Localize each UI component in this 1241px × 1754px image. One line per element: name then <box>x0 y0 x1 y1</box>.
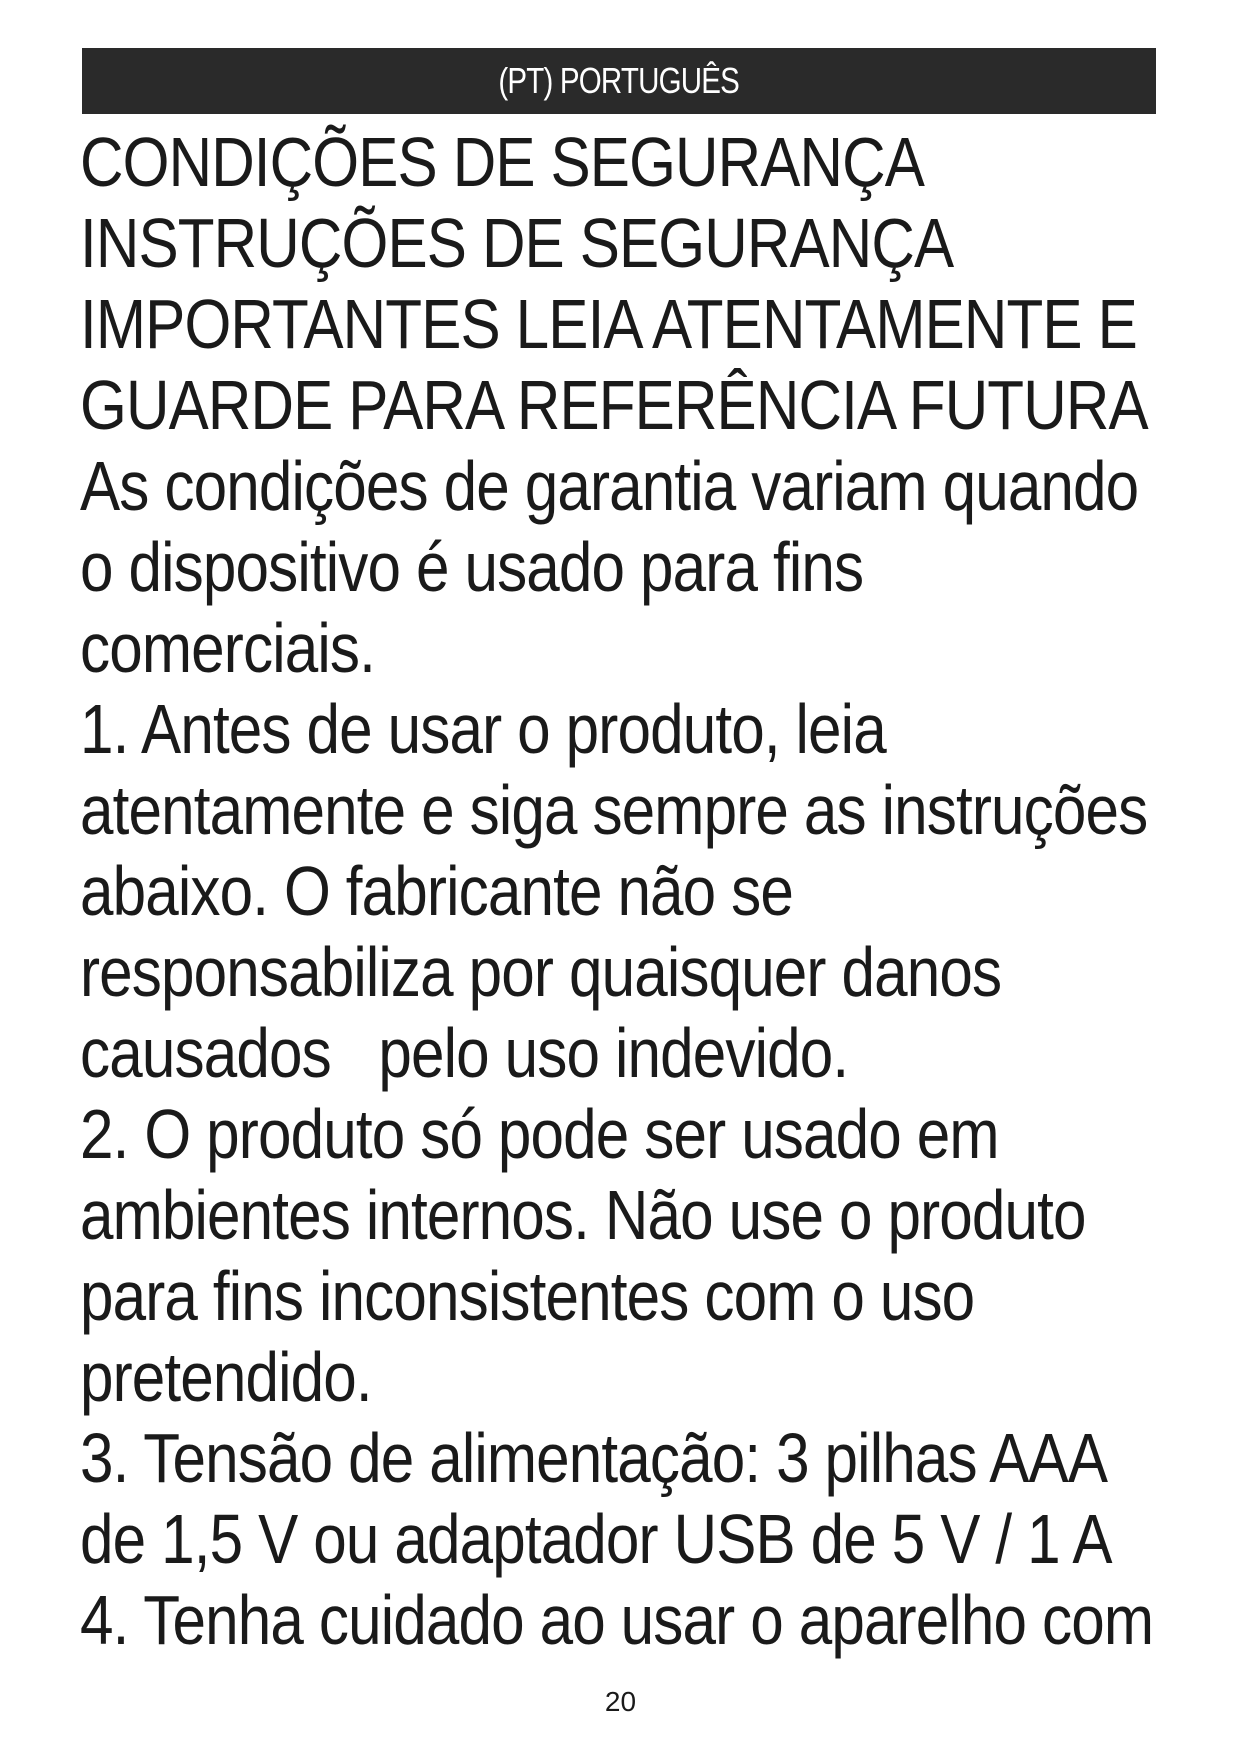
paragraph-line: de 1,5 V ou adaptador USB de 5 V / 1 A <box>80 1500 1112 1578</box>
paragraph-line: 4. Tenha cuidado ao usar o aparelho com <box>80 1581 1154 1659</box>
paragraph-line: comerciais. <box>80 609 375 687</box>
instruction-item-1 <box>80 689 1180 1094</box>
paragraph-line: o dispositivo é usado para fins <box>80 528 864 606</box>
heading-line: INSTRUÇÕES DE SEGURANÇA <box>80 204 954 282</box>
paragraph-line: causados pelo uso indevido. <box>80 1014 849 1092</box>
paragraph-line: 1. Antes de usar o produto, leia <box>80 690 886 768</box>
instruction-item-3 <box>80 1418 1180 1580</box>
heading-line: CONDIÇÕES DE SEGURANÇA <box>80 123 925 201</box>
safety-heading <box>80 122 1180 446</box>
document-body <box>80 122 1180 1661</box>
paragraph-line: As condições de garantia variam quando <box>80 447 1139 525</box>
paragraph-line: atentamente e siga sempre as instruções <box>80 771 1148 849</box>
heading-line: IMPORTANTES LEIA ATENTAMENTE E <box>80 285 1137 363</box>
instruction-item-4 <box>80 1580 1180 1661</box>
heading-line: GUARDE PARA REFERÊNCIA FUTURA <box>80 366 1148 444</box>
paragraph-line: responsabiliza por quaisquer danos <box>80 933 1002 1011</box>
paragraph-line: 3. Tensão de alimentação: 3 pilhas AAA <box>80 1419 1108 1497</box>
paragraph-line: ambientes internos. Não use o produto <box>80 1176 1086 1254</box>
instruction-item-2 <box>80 1094 1180 1418</box>
paragraph-line: 2. O produto só pode ser usado em <box>80 1095 999 1173</box>
paragraph-line: abaixo. O fabricante não se <box>80 852 794 930</box>
warranty-paragraph <box>80 446 1180 689</box>
paragraph-line: para fins inconsistentes com o uso <box>80 1257 975 1335</box>
page-number: 20 <box>604 1686 637 1717</box>
language-header-bar <box>82 48 1156 114</box>
paragraph-line: pretendido. <box>80 1338 372 1416</box>
language-label: (PT) PORTUGUÊS <box>498 60 740 101</box>
